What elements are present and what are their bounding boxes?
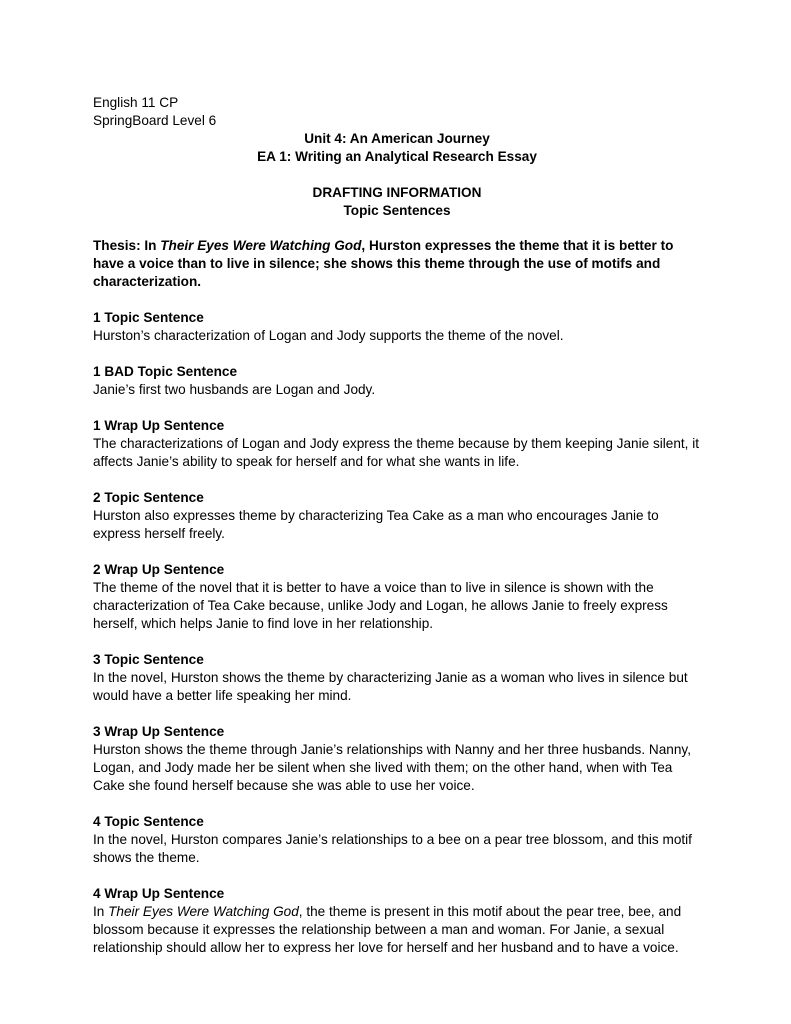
section-body: Janie’s first two husbands are Logan and Jody. bbox=[93, 382, 376, 397]
section-4-topic bbox=[93, 813, 701, 867]
section-heading: 2 Topic Sentence bbox=[93, 490, 204, 505]
course-name: English 11 CP bbox=[93, 95, 179, 110]
section-1-wrap-up bbox=[93, 417, 701, 471]
section-2-topic bbox=[93, 489, 701, 543]
thesis-statement bbox=[93, 237, 701, 291]
section-body: Hurston’s characterization of Logan and Jody supports the theme of the novel. bbox=[93, 328, 564, 343]
section-body: Hurston also expresses theme by characterizing Tea Cake as a man who encourages Janie to express herself freely. bbox=[93, 508, 659, 541]
section-3-topic bbox=[93, 651, 701, 705]
thesis-prefix: Thesis: In bbox=[93, 238, 161, 253]
section-heading: 4 Wrap Up Sentence bbox=[93, 886, 225, 901]
document-header bbox=[93, 94, 701, 130]
section-heading: 3 Topic Sentence bbox=[93, 652, 204, 667]
final-suffix: , the theme is present in this motif about the pear tree, bee, and blossom because it expresses the relationship between a man and woman. For Janie, a sexual relationship should allow her to express her love for herself and her husband and to have a voice. bbox=[93, 904, 682, 955]
section-1-bad-topic bbox=[93, 363, 701, 399]
unit-title: Unit 4: An American Journey bbox=[304, 131, 490, 146]
section-body: The characterizations of Logan and Jody express the theme because by them keeping Janie silent, it affects Janie’s ability to speak for herself and for what she wants in life. bbox=[93, 436, 700, 469]
section-4-wrap-up bbox=[93, 885, 701, 957]
section-body: In the novel, Hurston compares Janie’s relationships to a bee on a pear tree blossom, and this motif shows the theme. bbox=[93, 832, 692, 865]
section-heading: 1 Wrap Up Sentence bbox=[93, 418, 225, 433]
section-body bbox=[93, 903, 701, 957]
section-heading: 4 Topic Sentence bbox=[93, 814, 204, 829]
section-heading: 1 BAD Topic Sentence bbox=[93, 364, 238, 379]
thesis-suffix: , Hurston expresses the theme that it is better to have a voice than to live in silence; she shows this theme through the use of motifs and characterization. bbox=[93, 238, 674, 289]
section-3-wrap-up bbox=[93, 723, 701, 795]
section-heading: 1 Topic Sentence bbox=[93, 310, 204, 325]
title-block bbox=[93, 130, 701, 220]
section-title: DRAFTING INFORMATION bbox=[312, 185, 482, 200]
final-work-title: Their Eyes Were Watching God bbox=[108, 904, 299, 919]
document-page bbox=[93, 94, 701, 957]
section-body: In the novel, Hurston shows the theme by characterizing Janie as a woman who lives in silence but would have a better life speaking her mind. bbox=[93, 670, 688, 703]
section-2-wrap-up bbox=[93, 561, 701, 633]
final-prefix: In bbox=[93, 904, 109, 919]
section-heading: 2 Wrap Up Sentence bbox=[93, 562, 225, 577]
course-level: SpringBoard Level 6 bbox=[93, 113, 217, 128]
section-1-topic bbox=[93, 309, 701, 345]
section-body: The theme of the novel that it is better to have a voice than to live in silence is shown with the characterization of Tea Cake because, unlike Jody and Logan, he allows Janie to freely express herself, which helps Janie to find love in her relationship. bbox=[93, 580, 668, 631]
section-body: Hurston shows the theme through Janie’s relationships with Nanny and her three husbands. Nanny, Logan, and Jody made her be silent when she lived with them; on the other hand, when with Tea Cake she found herself because she was able to use her voice. bbox=[93, 742, 691, 793]
assignment-title: EA 1: Writing an Analytical Research Essay bbox=[257, 149, 537, 164]
thesis-work-title: Their Eyes Were Watching God bbox=[160, 238, 362, 253]
title-spacer bbox=[93, 166, 701, 184]
subsection-title: Topic Sentences bbox=[343, 203, 451, 218]
section-heading: 3 Wrap Up Sentence bbox=[93, 724, 225, 739]
